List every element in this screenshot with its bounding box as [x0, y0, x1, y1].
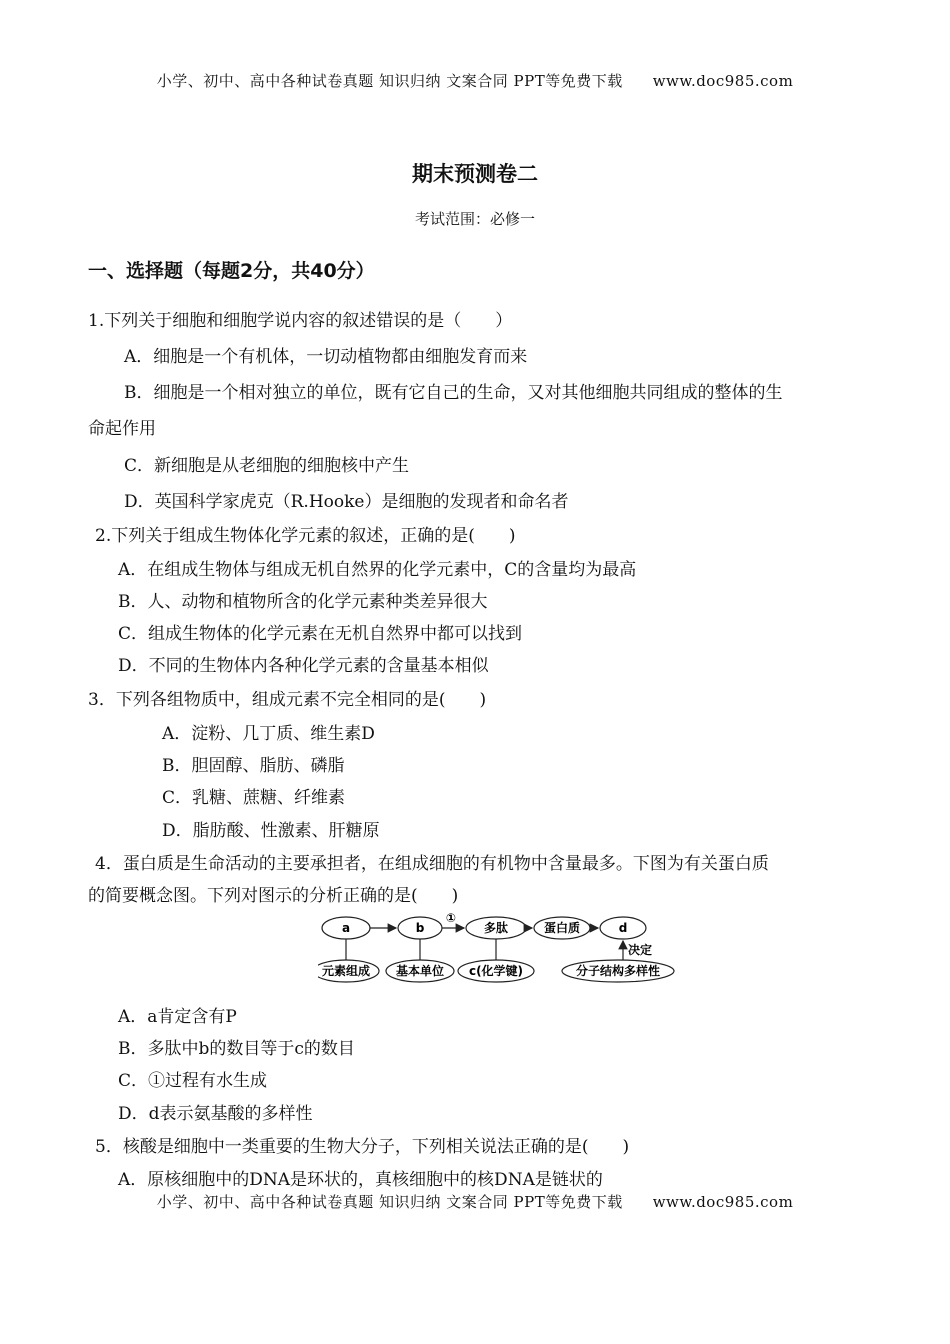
footer-site[interactable]: www.doc985.com: [652, 1193, 794, 1211]
q4-option-c: C．①过程有水生成: [118, 1071, 268, 1091]
q5-option-a: A．原核细胞中的DNA是环状的，真核细胞中的核DNA是链状的: [118, 1170, 603, 1190]
q2-stem: 2.下列关于组成生物体化学元素的叙述，正确的是( ): [95, 526, 516, 546]
q2-option-d: D．不同的生物体内各种化学元素的含量基本相似: [118, 656, 489, 676]
q1-option-b-cont: 命起作用: [88, 419, 156, 439]
q4-option-d: D．d表示氨基酸的多样性: [118, 1104, 313, 1124]
step-1-label: ①: [445, 911, 457, 925]
q5-stem: 5．核酸是细胞中一类重要的生物大分子，下列相关说法正确的是( ): [95, 1137, 630, 1157]
q4-option-a: A．a肯定含有P: [118, 1007, 237, 1027]
node-protein-label: 蛋白质: [543, 921, 581, 935]
q4-option-b: B．多肽中b的数目等于c的数目: [118, 1039, 355, 1059]
header-text: 小学、初中、高中各种试卷真题 知识归纳 文案合同 PPT等免费下载: [156, 72, 623, 90]
structure-diversity-label: 分子结构多样性: [575, 964, 661, 978]
q3-option-d: D．脂肪酸、性激素、肝糖原: [162, 821, 380, 841]
determines-label: 决定: [628, 943, 653, 957]
header-site[interactable]: www.doc985.com: [652, 72, 794, 90]
q4-stem-cont: 的简要概念图。下列对图示的分析正确的是( ): [88, 886, 459, 906]
node-a-label: a: [341, 921, 351, 935]
q3-option-a: A．淀粉、几丁质、维生素D: [162, 724, 375, 744]
q1-option-c: C．新细胞是从老细胞的细胞核中产生: [124, 456, 410, 476]
chem-bond-label: c(化学键): [468, 964, 524, 978]
node-d-label: d: [618, 921, 628, 935]
section-heading: 一、选择题（每题2分，共40分）: [88, 260, 375, 282]
basic-unit-label: 基本单位: [395, 964, 445, 978]
page-header: [0, 70, 950, 91]
protein-concept-diagram: [318, 910, 678, 988]
q3-stem: 3．下列各组物质中，组成元素不完全相同的是( ): [88, 690, 487, 710]
exam-scope: 考试范围：必修一: [414, 210, 535, 228]
node-b-label: b: [415, 921, 425, 935]
q3-option-c: C．乳糖、蔗糖、纤维素: [162, 788, 346, 808]
q1-stem: 1.下列关于细胞和细胞学说内容的叙述错误的是（ ）: [88, 311, 513, 331]
q2-option-b: B．人、动物和植物所含的化学元素种类差异很大: [118, 592, 488, 612]
q4-stem: 4．蛋白质是生命活动的主要承担者，在组成细胞的有机物中含量最多。下图为有关蛋白质: [95, 854, 769, 874]
q2-option-c: C．组成生物体的化学元素在无机自然界中都可以找到: [118, 624, 523, 644]
q1-option-b: B．细胞是一个相对独立的单位，既有它自己的生命，又对其他细胞共同组成的整体的生: [124, 383, 783, 403]
footer-text: 小学、初中、高中各种试卷真题 知识归纳 文案合同 PPT等免费下载: [156, 1193, 623, 1211]
element-composition-label: 元素组成: [321, 964, 371, 978]
q1-option-d: D．英国科学家虎克（R.Hooke）是细胞的发现者和命名者: [124, 492, 569, 512]
node-polypeptide-label: 多肽: [483, 921, 509, 935]
q1-option-a: A．细胞是一个有机体，一切动植物都由细胞发育而来: [124, 347, 528, 367]
page-footer: [0, 1191, 950, 1212]
page-title: 期末预测卷二: [412, 162, 538, 186]
q2-option-a: A．在组成生物体与组成无机自然界的化学元素中，C的含量均为最高: [118, 560, 637, 580]
q3-option-b: B．胆固醇、脂肪、磷脂: [162, 756, 345, 776]
